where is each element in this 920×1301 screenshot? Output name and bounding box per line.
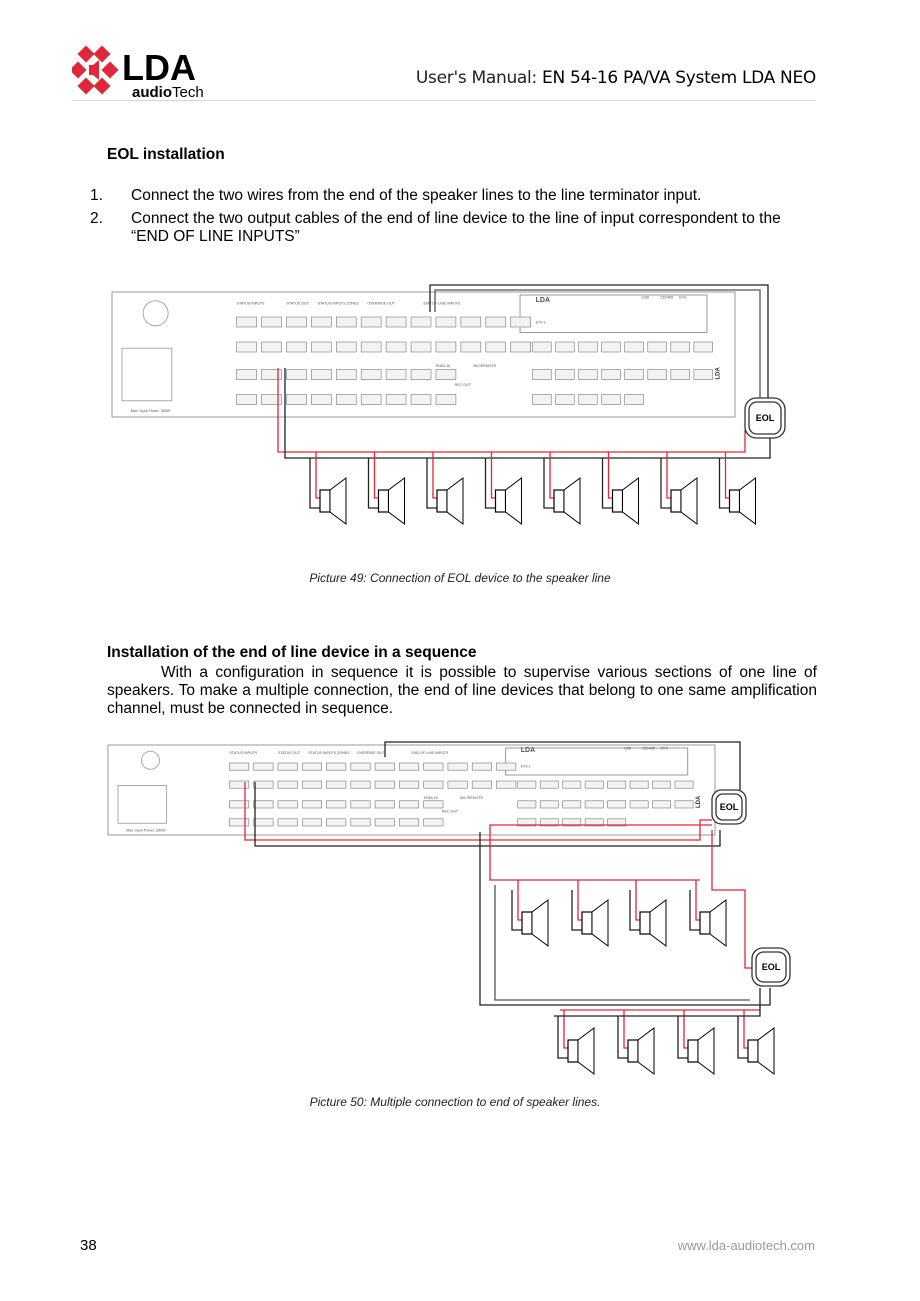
panel-label: MIC/REMOTE xyxy=(473,364,497,368)
panel-label: REC OUT xyxy=(441,809,459,814)
terminal-block xyxy=(327,781,346,788)
speaker-cone xyxy=(389,478,405,524)
terminal-block xyxy=(540,801,558,808)
terminal-block xyxy=(237,317,257,327)
terminal-block xyxy=(579,395,598,405)
section-heading-eol-installation: EOL installation xyxy=(107,146,225,163)
terminal-block xyxy=(496,781,515,788)
panel-label: STATUS OUT xyxy=(286,301,309,306)
terminal-block xyxy=(461,342,481,352)
terminal-block xyxy=(286,370,306,380)
speaker-wire-negative xyxy=(678,1016,688,1058)
terminal-block xyxy=(361,395,381,405)
speaker-cone xyxy=(447,478,463,524)
terminal-block xyxy=(694,370,713,380)
terminal-block xyxy=(411,317,431,327)
speaker-magnet xyxy=(730,490,740,512)
terminal-block xyxy=(648,342,667,352)
terminal-block xyxy=(533,395,552,405)
terminal-block xyxy=(630,781,648,788)
terminal-block xyxy=(286,317,306,327)
speaker-magnet xyxy=(496,490,506,512)
terminal-block xyxy=(278,801,297,808)
terminal-block xyxy=(424,819,443,826)
speaker-cone xyxy=(506,478,522,524)
terminal-block xyxy=(229,781,248,788)
section2-feed xyxy=(495,885,750,1000)
terminal-block xyxy=(608,801,626,808)
terminal-block xyxy=(496,763,515,770)
panel-label: STATUS INPUTS ZONES xyxy=(317,301,359,306)
panel-brand-label: LDA xyxy=(695,795,702,808)
panel-label: ETX-1 xyxy=(535,320,546,325)
panel-label: USB xyxy=(641,295,649,300)
terminal-block xyxy=(585,801,603,808)
terminal-block xyxy=(436,342,456,352)
terminal-block xyxy=(563,801,581,808)
terminal-block xyxy=(518,781,536,788)
terminal-block xyxy=(386,370,406,380)
speaker-icon xyxy=(748,1028,774,1074)
speaker-icon xyxy=(568,1028,594,1074)
speaker-icon xyxy=(496,478,522,524)
terminal-block xyxy=(625,370,644,380)
terminal-block xyxy=(602,395,621,405)
page-number: 38 xyxy=(80,1237,97,1254)
terminal-block xyxy=(424,801,443,808)
terminal-block xyxy=(311,370,331,380)
terminal-block xyxy=(533,342,552,352)
panel-label: ETX-1 xyxy=(520,764,531,769)
terminal-block xyxy=(375,763,394,770)
speaker-cone xyxy=(592,900,608,946)
speaker-wire-negative xyxy=(427,458,437,508)
terminal-block xyxy=(351,801,370,808)
speaker-wire-negative xyxy=(544,458,554,508)
terminal-block xyxy=(311,317,331,327)
speaker-icon xyxy=(640,900,666,946)
panel-label: STATUS OUT xyxy=(277,751,301,755)
speaker-icon xyxy=(437,478,463,524)
terminal-block xyxy=(563,781,581,788)
speaker-cone xyxy=(532,900,548,946)
terminal-block xyxy=(652,781,670,788)
eol-device xyxy=(752,948,790,986)
terminal-block xyxy=(461,317,481,327)
terminal-block xyxy=(608,781,626,788)
terminal-block xyxy=(302,819,321,826)
terminal-block xyxy=(237,395,257,405)
terminal-block xyxy=(327,763,346,770)
speaker-magnet xyxy=(628,1040,638,1062)
terminal-block xyxy=(327,819,346,826)
terminal-block xyxy=(671,342,690,352)
section2-feed-positive xyxy=(712,830,752,968)
terminal-block xyxy=(278,819,297,826)
speaker-icon xyxy=(613,478,639,524)
speaker-cone xyxy=(623,478,639,524)
terminal-block xyxy=(486,317,506,327)
panel-label: END OF LINE INPUTS xyxy=(411,751,449,755)
speaker-magnet xyxy=(554,490,564,512)
terminal-block xyxy=(694,342,713,352)
terminal-block xyxy=(533,370,552,380)
eol-label: EOL xyxy=(719,802,739,812)
terminal-block xyxy=(302,781,321,788)
eol-device xyxy=(745,398,785,438)
logo-text: LDA xyxy=(122,47,196,88)
terminal-block xyxy=(411,395,431,405)
terminal-block xyxy=(472,763,491,770)
terminal-block xyxy=(386,342,406,352)
device-rear-panel xyxy=(108,745,715,835)
terminal-block xyxy=(511,317,531,327)
terminal-block xyxy=(229,763,248,770)
speaker-magnet xyxy=(748,1040,758,1062)
terminal-block xyxy=(361,342,381,352)
speaker-magnet xyxy=(640,912,650,934)
terminal-block xyxy=(278,781,297,788)
terminal-block xyxy=(386,395,406,405)
speaker-cone xyxy=(740,478,756,524)
terminal-block xyxy=(424,763,443,770)
section2-wire-negative xyxy=(554,988,760,1016)
speaker-wire-positive xyxy=(316,452,320,498)
terminal-block xyxy=(278,763,297,770)
panel-label: OVERRIDE OUT xyxy=(356,751,385,755)
speaker-icon xyxy=(582,900,608,946)
terminal-block xyxy=(436,370,456,380)
terminal-block xyxy=(254,801,273,808)
panel-label: 232/485 xyxy=(660,295,674,300)
speaker-magnet xyxy=(613,490,623,512)
terminal-block xyxy=(579,370,598,380)
terminal-block xyxy=(399,763,418,770)
eol-label: EOL xyxy=(755,413,775,423)
terminal-block xyxy=(518,801,536,808)
footer-url: www.lda-audiotech.com xyxy=(677,1238,815,1253)
terminal-block xyxy=(254,781,273,788)
speaker-cone xyxy=(578,1028,594,1074)
speaker-wire-negative xyxy=(572,890,582,930)
terminal-block xyxy=(351,763,370,770)
terminal-block xyxy=(229,801,248,808)
terminal-block xyxy=(675,801,693,808)
terminal-block xyxy=(540,781,558,788)
terminal-block xyxy=(262,317,282,327)
speaker-wire-negative xyxy=(738,1016,748,1058)
svg-text:audioTech: audioTech xyxy=(132,84,204,100)
terminal-block xyxy=(237,342,257,352)
terminal-block xyxy=(262,342,282,352)
terminal-block xyxy=(448,763,467,770)
speaker-wire-negative xyxy=(310,458,320,508)
terminal-block xyxy=(630,801,648,808)
terminal-block xyxy=(399,801,418,808)
terminal-block xyxy=(579,342,598,352)
speaker-cone xyxy=(681,478,697,524)
terminal-block xyxy=(411,370,431,380)
panel-label: STATUS INPUTS xyxy=(236,301,265,306)
speaker-icon xyxy=(320,478,346,524)
panel-label: EN54-16 xyxy=(435,364,451,368)
panel-label: STATUS INPUTS ZONES xyxy=(308,751,350,755)
speaker-cone xyxy=(698,1028,714,1074)
terminal-block xyxy=(386,317,406,327)
terminal-block xyxy=(336,317,356,327)
terminal-block xyxy=(625,395,644,405)
panel-label: Max. Input Power: 350W xyxy=(130,409,171,413)
eol-device xyxy=(712,790,746,824)
terminal-block xyxy=(556,370,575,380)
section-heading-sequence: Installation of the end of line device in a sequence xyxy=(107,644,477,661)
terminal-block xyxy=(375,819,394,826)
terminal-block xyxy=(311,395,331,405)
terminal-block xyxy=(602,342,621,352)
speaker-magnet xyxy=(379,490,389,512)
terminal-block xyxy=(556,395,575,405)
terminal-block xyxy=(311,342,331,352)
terminal-block xyxy=(351,781,370,788)
speaker-magnet xyxy=(437,490,447,512)
speaker-cone xyxy=(710,900,726,946)
terminal-block xyxy=(336,370,356,380)
body-paragraph: With a configuration in sequence it is possible to supervise various sections of one line of speakers. To make a multiple connection, the end of line devices that belong to one same amplification channel, must be connected in sequence. xyxy=(107,664,817,717)
speaker-icon xyxy=(688,1028,714,1074)
terminal-block xyxy=(556,342,575,352)
terminal-block xyxy=(486,342,506,352)
terminal-block xyxy=(675,781,693,788)
speaker-wire-negative xyxy=(558,1016,568,1058)
terminal-block xyxy=(424,781,443,788)
eol-label: EOL xyxy=(761,962,781,972)
terminal-block xyxy=(361,317,381,327)
panel-brand-label: LDA xyxy=(715,367,722,380)
speaker-wire-negative xyxy=(661,458,671,508)
speaker-wire-positive xyxy=(433,452,437,498)
terminal-block xyxy=(302,763,321,770)
speaker-cone xyxy=(650,900,666,946)
speaker-wire-negative xyxy=(603,458,613,508)
terminal-block xyxy=(602,370,621,380)
terminal-block xyxy=(399,819,418,826)
terminal-block xyxy=(472,781,491,788)
panel-label: EN54-16 xyxy=(423,796,438,800)
speaker-magnet xyxy=(700,912,710,934)
speaker-cone xyxy=(564,478,580,524)
speaker-magnet xyxy=(582,912,592,934)
speaker-icon xyxy=(554,478,580,524)
terminal-block xyxy=(652,801,670,808)
terminal-block xyxy=(327,801,346,808)
figure-caption: Picture 50: Multiple connection to end of speaker lines. xyxy=(309,1095,601,1109)
speaker-wire-negative xyxy=(720,458,730,508)
speaker-wire-negative xyxy=(486,458,496,508)
terminal-block xyxy=(399,781,418,788)
terminal-block xyxy=(302,801,321,808)
speaker-wire-negative xyxy=(630,890,640,930)
terminal-block xyxy=(254,763,273,770)
panel-label: USB xyxy=(623,746,632,751)
panel-label: CFG xyxy=(660,746,668,751)
panel-label: MIC/REMOTE xyxy=(460,796,484,800)
panel-label: OVERRIDE OUT xyxy=(367,301,395,306)
speaker-icon xyxy=(730,478,756,524)
speaker-wire-negative xyxy=(369,458,379,508)
speaker-cone xyxy=(330,478,346,524)
panel-label: CFG xyxy=(678,295,687,300)
speaker-cone xyxy=(638,1028,654,1074)
figure-caption: Picture 49: Connection of EOL device to the speaker line xyxy=(309,571,611,585)
speaker-wire-positive xyxy=(492,452,496,498)
speaker-icon xyxy=(522,900,548,946)
speaker-icon xyxy=(628,1028,654,1074)
terminal-block xyxy=(375,801,394,808)
speaker-magnet xyxy=(568,1040,578,1062)
header-title: User's Manual: EN 54-16 PA/VA System LDA NEO xyxy=(415,68,816,88)
panel-label: LDA xyxy=(520,747,536,755)
terminal-block xyxy=(361,370,381,380)
terminal-block xyxy=(336,395,356,405)
speaker-wire-negative xyxy=(512,890,522,930)
speaker-wire-negative xyxy=(618,1016,628,1058)
panel-label: STATUS INPUTS xyxy=(229,751,258,755)
terminal-block xyxy=(286,395,306,405)
speaker-cone xyxy=(758,1028,774,1074)
panel-label: LDA xyxy=(535,297,551,304)
speaker-wire-negative xyxy=(690,890,700,930)
speaker-magnet xyxy=(522,912,532,934)
speaker-icon xyxy=(671,478,697,524)
terminal-block xyxy=(436,317,456,327)
terminal-block xyxy=(336,342,356,352)
terminal-block xyxy=(511,342,531,352)
terminal-block xyxy=(351,819,370,826)
panel-label: END OF LINE INPUTS xyxy=(423,301,461,306)
terminal-block xyxy=(229,819,248,826)
speaker-magnet xyxy=(671,490,681,512)
panel-label: Max. Input Power: 350W xyxy=(126,828,166,833)
terminal-block xyxy=(625,342,644,352)
terminal-block xyxy=(237,370,257,380)
terminal-block xyxy=(254,819,273,826)
speaker-wire-positive xyxy=(375,452,379,498)
terminal-block xyxy=(448,781,467,788)
panel-label: 232/485 xyxy=(642,746,656,751)
speaker-icon xyxy=(379,478,405,524)
terminal-block xyxy=(671,370,690,380)
speaker-magnet xyxy=(320,490,330,512)
terminal-block xyxy=(585,781,603,788)
terminal-block xyxy=(411,342,431,352)
terminal-block xyxy=(436,395,456,405)
terminal-block xyxy=(648,370,667,380)
speaker-icon xyxy=(700,900,726,946)
terminal-block xyxy=(375,781,394,788)
panel-label: REC OUT xyxy=(454,382,471,387)
speaker-magnet xyxy=(688,1040,698,1062)
terminal-block xyxy=(286,342,306,352)
device-rear-panel xyxy=(112,292,735,417)
